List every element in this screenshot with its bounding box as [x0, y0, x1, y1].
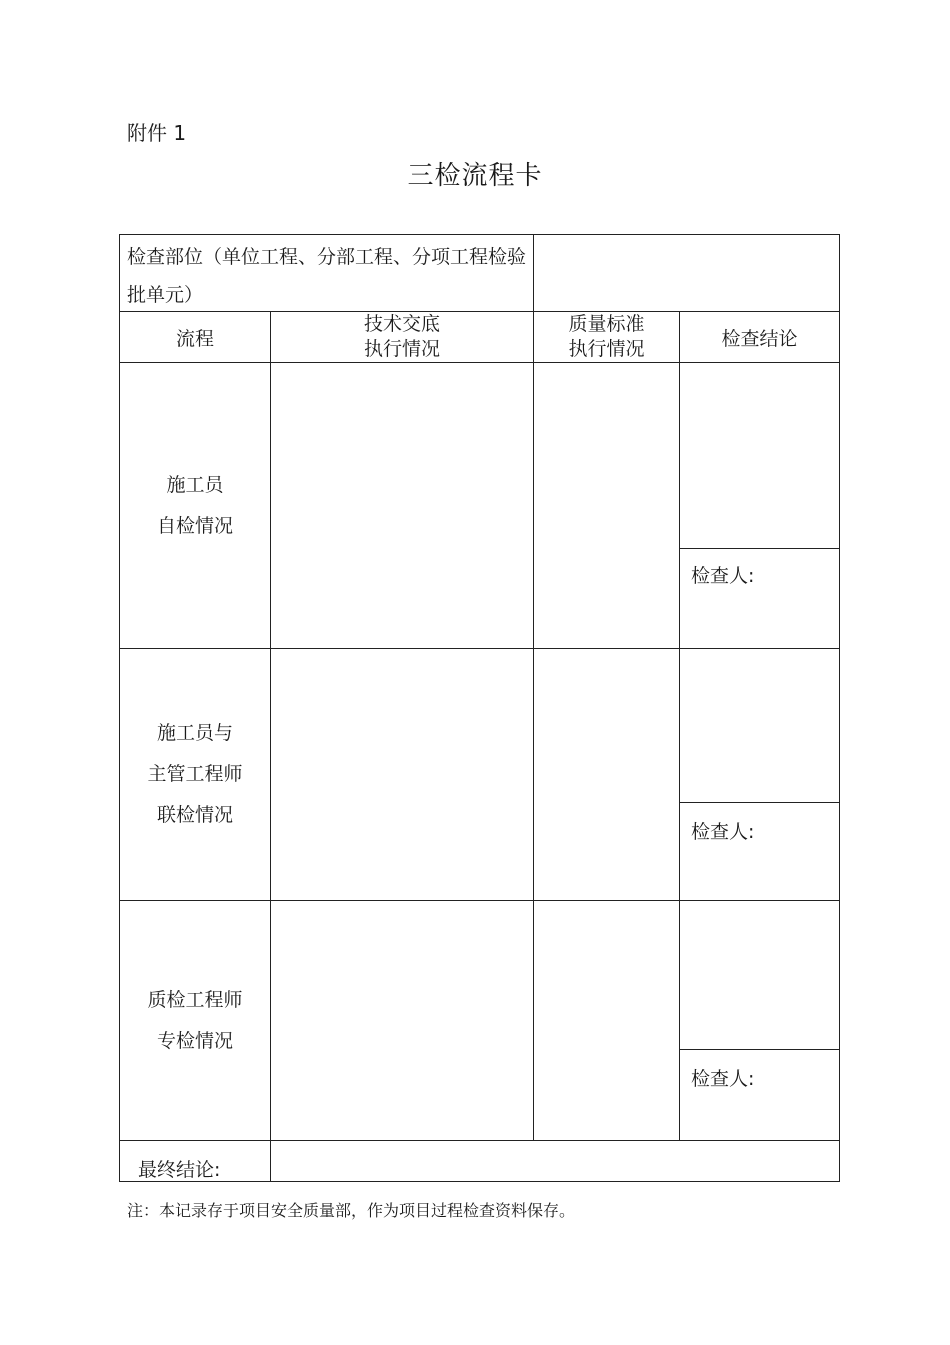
final-conclusion-label: 最终结论:: [138, 1159, 221, 1181]
grid-line: [679, 311, 680, 1141]
inspector-label: 检查人:: [691, 821, 755, 843]
row-label-line: 施工员: [166, 473, 224, 496]
header-conclusion: 检查结论: [721, 327, 798, 350]
row-label-self-check: [120, 363, 270, 648]
header-quality-line2: 执行情况: [568, 338, 645, 360]
row-label-line: 联检情况: [156, 804, 233, 826]
header-quality-standard: [534, 312, 679, 362]
grid-line: [839, 234, 840, 1182]
row-label-joint-check: [120, 649, 270, 900]
grid-line: [680, 548, 840, 549]
header-tech-line2: 执行情况: [363, 338, 440, 360]
footnote: 注：本记录存于项目安全质量部，作为项目过程检查资料保存。: [127, 1201, 576, 1220]
inspector-label: 检查人:: [691, 1068, 755, 1090]
inspection-location-label: 检查部位（单位工程、分部工程、分项工程检验批单元）: [127, 246, 527, 306]
grid-line: [680, 1049, 840, 1050]
row-label-special-check: [120, 901, 270, 1140]
grid-line: [680, 802, 840, 803]
annex-label: 附件 1: [127, 121, 187, 145]
row-label-line: 施工员与: [156, 722, 233, 744]
header-quality-line1: 质量标准: [568, 313, 645, 335]
row-label-line: 主管工程师: [147, 763, 243, 785]
row-label-line: 专检情况: [156, 1029, 233, 1052]
grid-line: [119, 1140, 840, 1141]
header-tech-briefing: [271, 312, 533, 362]
grid-line: [533, 234, 534, 1141]
grid-line: [119, 1181, 840, 1182]
header-tech-line1: 技术交底: [363, 313, 440, 335]
row-label-line: 质检工程师: [147, 988, 243, 1011]
inspector-label: 检查人:: [691, 565, 755, 587]
inspection-location-value[interactable]: [534, 235, 839, 311]
row-label-line: 自检情况: [156, 514, 233, 537]
page-title: 三检流程卡: [407, 161, 543, 191]
header-process: 流程: [175, 327, 214, 350]
grid-line: [270, 311, 271, 1182]
